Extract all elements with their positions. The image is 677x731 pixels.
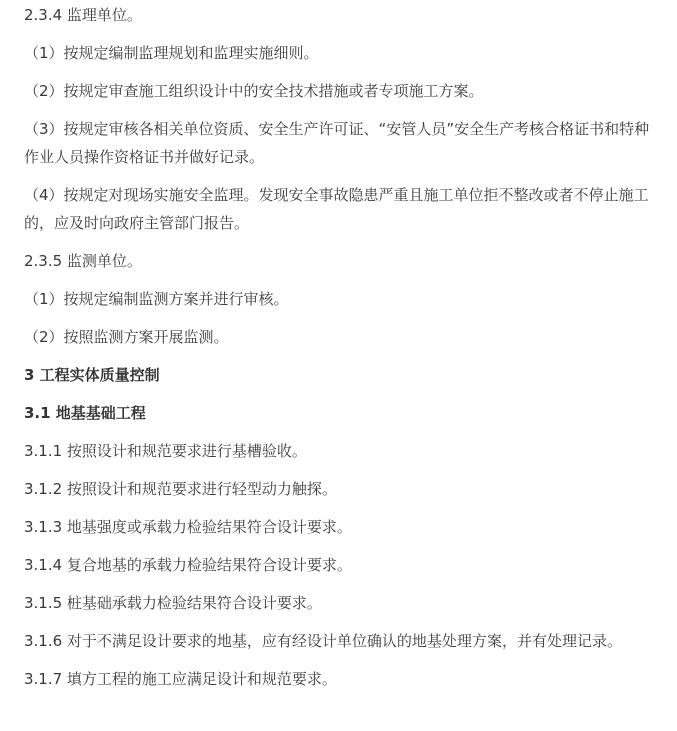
- paragraph-2-3-4-item-1: （1）按规定编制监理规划和监理实施细则。: [24, 44, 319, 62]
- paragraph-2-3-5-item-1: （1）按规定编制监测方案并进行审核。: [24, 290, 289, 308]
- section-heading-3-1: 3.1 地基基础工程: [24, 404, 146, 422]
- section-heading-3: 3 工程实体质量控制: [24, 366, 160, 384]
- paragraph-3-1-2: 3.1.2 按照设计和规范要求进行轻型动力触探。: [24, 480, 337, 498]
- paragraph-3-1-7: 3.1.7 填方工程的施工应满足设计和规范要求。: [24, 670, 337, 688]
- paragraph-2-3-4-item-3: （3）按规定审核各相关单位资质、安全生产许可证、“安管人员”安全生产考核合格证书和特种作业人员操作资格证书并做好记录。: [24, 120, 650, 166]
- paragraph-3-1-6: 3.1.6 对于不满足设计要求的地基，应有经设计单位确认的地基处理方案，并有处理记录。: [24, 632, 622, 650]
- paragraph-2-3-5: 2.3.5 监测单位。: [24, 252, 142, 270]
- paragraph-3-1-5: 3.1.5 桩基础承载力检验结果符合设计要求。: [24, 594, 322, 612]
- paragraph-3-1-3: 3.1.3 地基强度或承载力检验结果符合设计要求。: [24, 518, 352, 536]
- paragraph-3-1-4: 3.1.4 复合地基的承载力检验结果符合设计要求。: [24, 556, 352, 574]
- paragraph-2-3-4: 2.3.4 监理单位。: [24, 6, 142, 24]
- paragraph-2-3-4-item-4: （4）按规定对现场实施安全监理。发现安全事故隐患严重且施工单位拒不整改或者不停止施工的，应及时向政府主管部门报告。: [24, 186, 649, 232]
- paragraph-2-3-4-item-2: （2）按规定审查施工组织设计中的安全技术措施或者专项施工方案。: [24, 82, 484, 100]
- paragraph-3-1-1: 3.1.1 按照设计和规范要求进行基槽验收。: [24, 442, 307, 460]
- document-body: [24, 0, 664, 693]
- paragraph-2-3-5-item-2: （2）按照监测方案开展监测。: [24, 328, 229, 346]
